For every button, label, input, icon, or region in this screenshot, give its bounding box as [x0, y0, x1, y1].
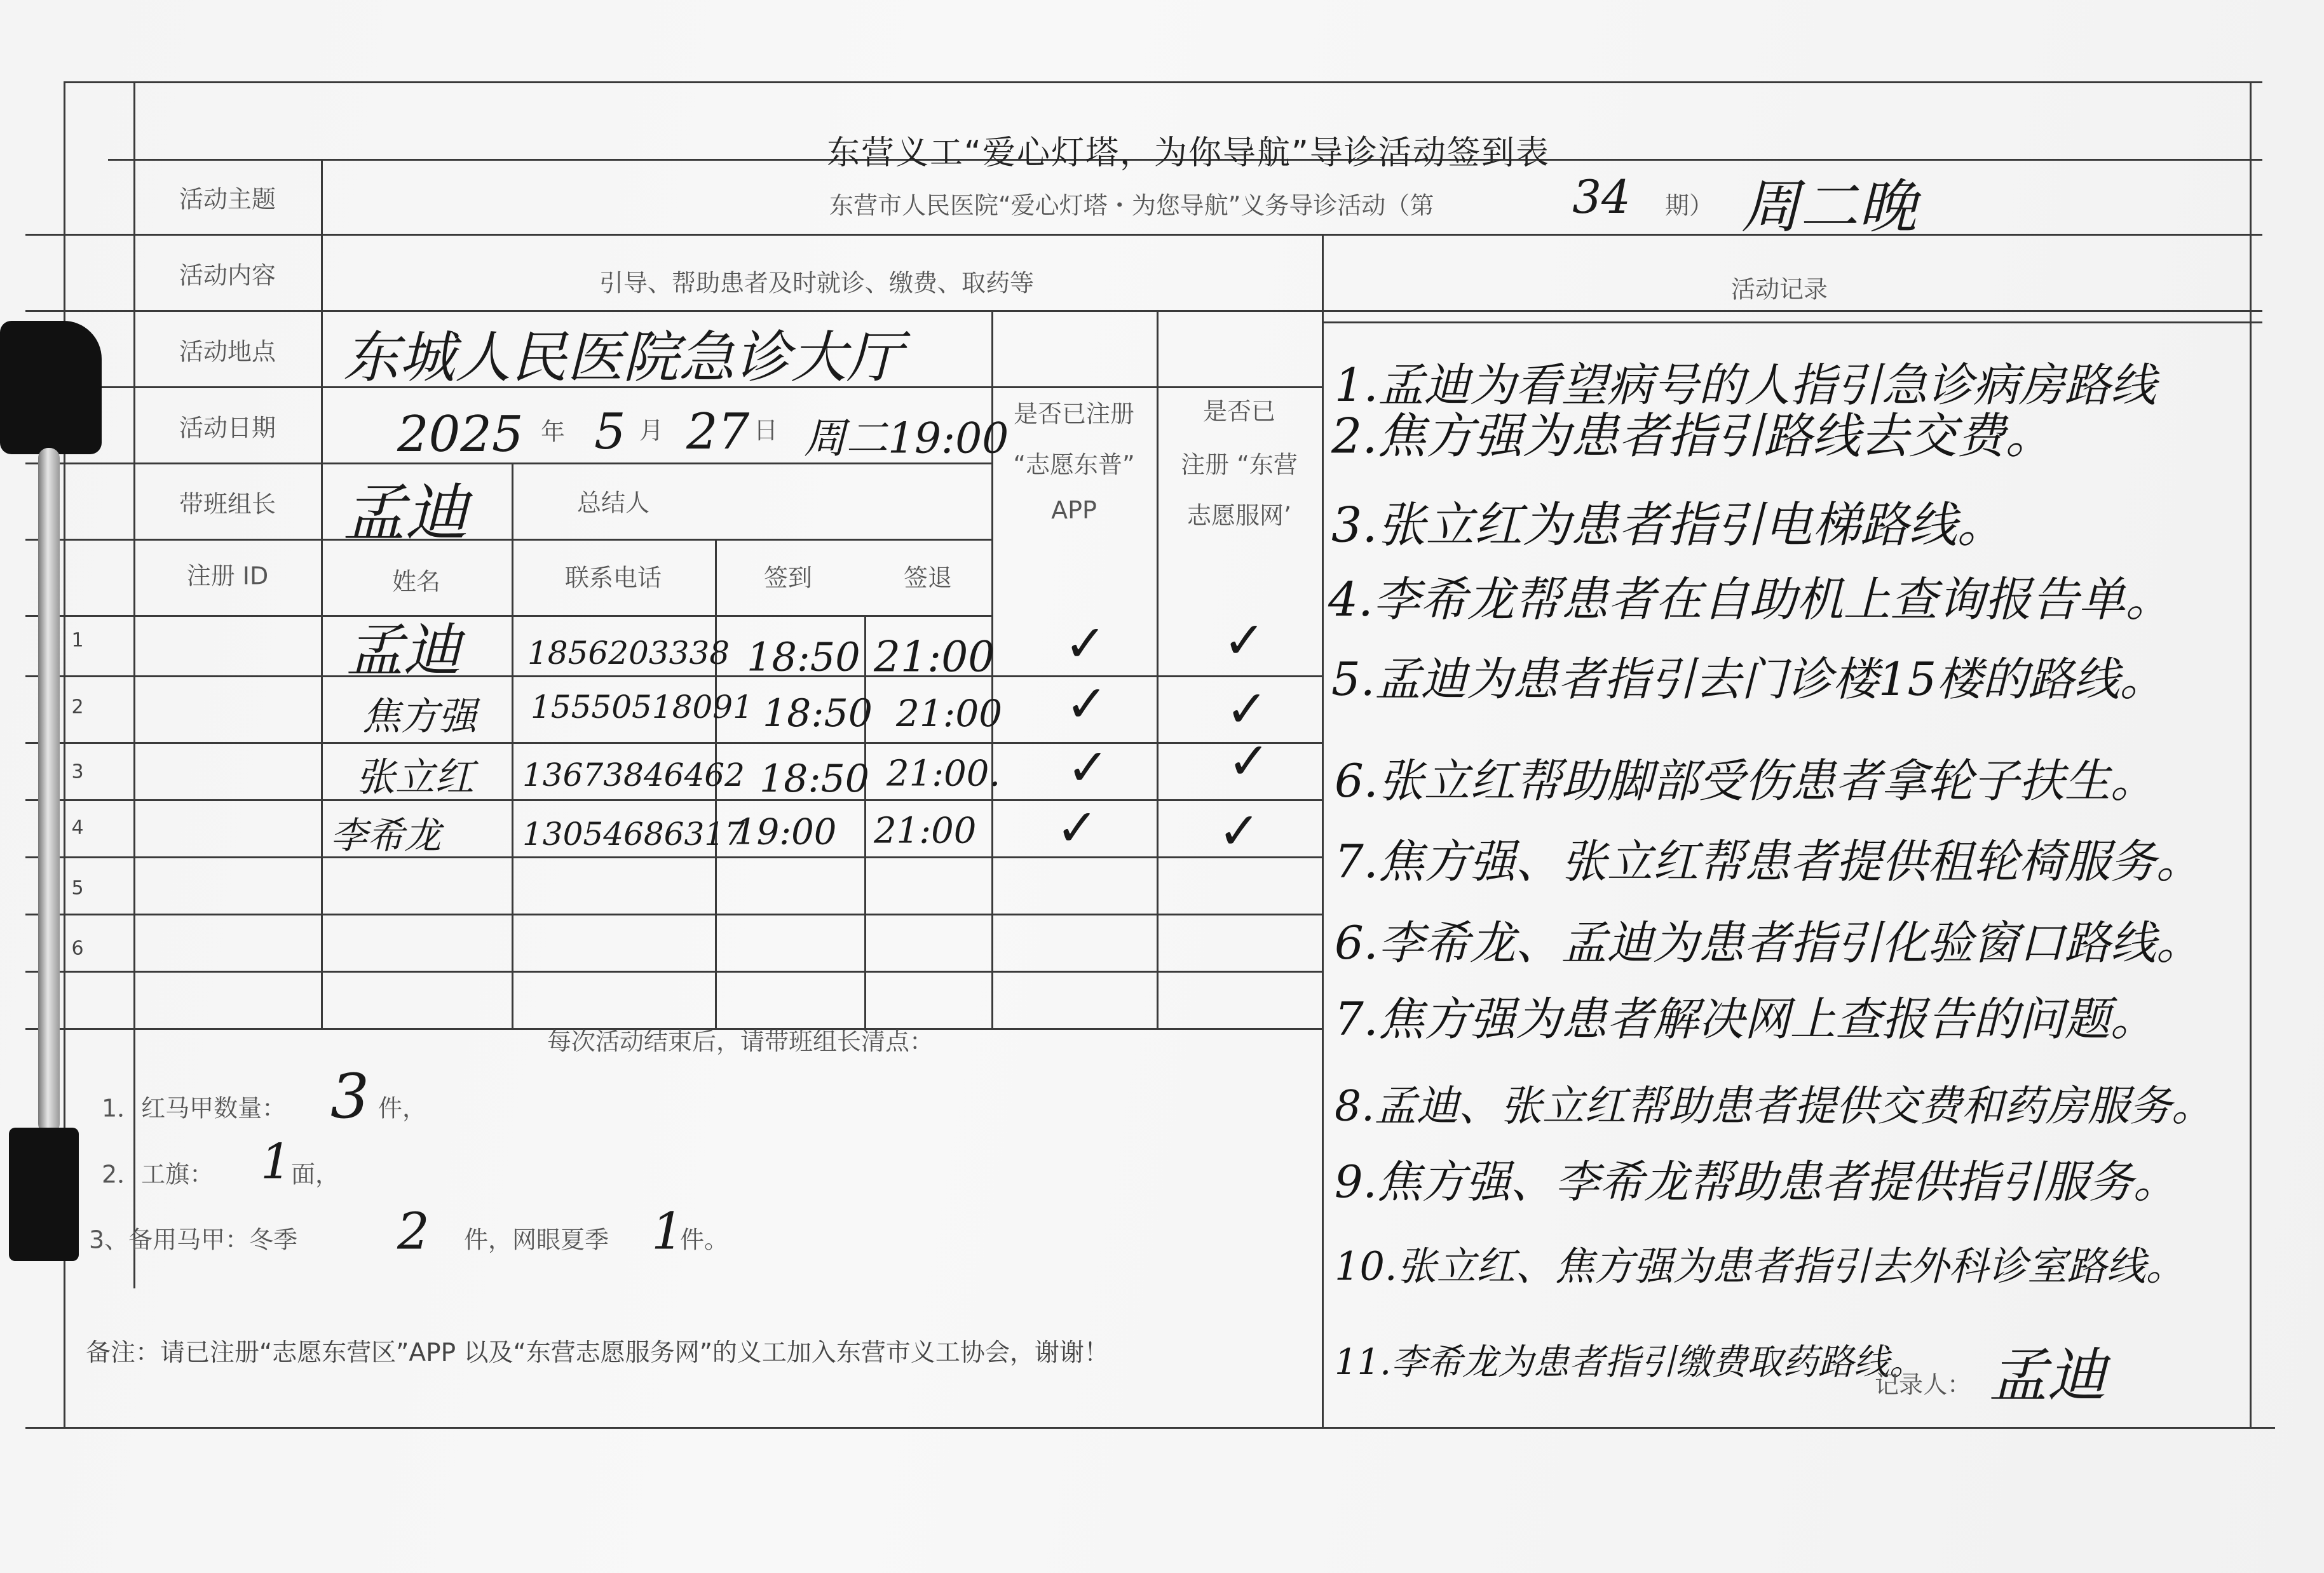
- theme-text-prefix: 东营市人民医院“爱心灯塔・为您导航”义务导诊活动（第: [829, 191, 1434, 220]
- leader-value: 孟迪: [343, 477, 468, 550]
- row-line-2: [25, 310, 2262, 312]
- sign-in-form: [25, 81, 2269, 1428]
- col-line-name: [512, 462, 513, 1028]
- web-check-mark: ✓: [1225, 679, 1268, 739]
- form-title: 东营义工“爱心灯塔，为你导航”导诊活动签到表: [827, 134, 1550, 172]
- frame-top: [64, 81, 2262, 83]
- volunteer-phone: 13673846462: [522, 757, 745, 793]
- header-name: 姓名: [391, 567, 441, 596]
- date-year: 2025: [397, 406, 524, 463]
- col-line-app: [1157, 310, 1159, 1028]
- checklist-item-1-label: 1．红马甲数量：: [102, 1094, 287, 1123]
- note-text: 备注：请已注册“志愿东营区”APP 以及“东营志愿服务网”的义工加入东营市义工协会，谢谢！: [86, 1339, 1109, 1367]
- header-sign-out: 签退: [903, 564, 953, 592]
- record-entry: 8.孟迪、张立红帮助患者提供交费和药房服务。: [1335, 1081, 2213, 1131]
- clip-handle-bottom: [9, 1128, 79, 1261]
- checklist-item-1-unit: 件，: [378, 1094, 427, 1123]
- volunteer-name: 李希龙: [330, 814, 442, 857]
- volunteer-name: 焦方强: [362, 694, 477, 739]
- volunteer-sign-in: 19:00: [734, 811, 837, 853]
- row-line-10: [25, 856, 1322, 858]
- row-line-5: [25, 539, 991, 541]
- row-number: 6: [71, 937, 84, 960]
- record-entry: 11.李希龙为患者指引缴费取药路线。: [1335, 1342, 1926, 1383]
- date-year-label: 年: [540, 417, 566, 446]
- checklist-item-3-mid: 件，网眼夏季: [464, 1225, 609, 1254]
- checklist-item-2-label: 2．工旗：: [102, 1160, 214, 1189]
- checklist-item-2-unit: 面，: [291, 1160, 340, 1189]
- content-text: 引导、帮助患者及时就诊、缴费、取药等: [599, 269, 1035, 297]
- app-check-mark: ✓: [1056, 798, 1099, 858]
- record-header: 活动记录: [1730, 275, 1828, 304]
- recorder-label: 记录人：: [1875, 1370, 1972, 1399]
- header-phone: 联系电话: [564, 564, 662, 592]
- app-check-mark: ✓: [1066, 738, 1110, 797]
- col-line-label: [321, 159, 323, 1029]
- row-number: 2: [71, 696, 84, 719]
- row-number: 1: [71, 629, 84, 652]
- volunteer-sign-in: 18:50: [747, 633, 860, 680]
- app-check-mark: ✓: [1065, 674, 1108, 734]
- app-question-3: APP: [1051, 496, 1097, 524]
- checklist-item-3-unit: 件。: [680, 1225, 729, 1254]
- recorder-value: 孟迪: [1989, 1342, 2107, 1410]
- row-number: 4: [71, 816, 84, 839]
- date-extra: 周二19:00: [804, 414, 1009, 463]
- theme-extra-handwritten: 周二晚: [1741, 173, 1917, 241]
- record-entry: 6.李希龙、孟迪为患者指引化验窗口路线。: [1335, 916, 2202, 969]
- clip-wire: [38, 448, 60, 1134]
- row-number: 3: [71, 760, 84, 783]
- app-question-2: “志愿东普”: [1013, 450, 1135, 479]
- clip-handle-top: [0, 321, 102, 454]
- volunteer-sign-out: 21:00: [896, 692, 1003, 735]
- checklist-item-3-summer: 1: [651, 1201, 684, 1261]
- row-line-1: [25, 234, 2262, 236]
- checklist-item-3-label: 3、备用马甲：冬季: [89, 1225, 298, 1254]
- checklist-title: 每次活动结束后，请带班组长清点：: [547, 1027, 934, 1056]
- date-month: 5: [594, 403, 626, 461]
- binder-clip: [0, 321, 102, 1261]
- col-line-record: [1322, 234, 1324, 1428]
- label-reg-id: 注册 ID: [186, 562, 269, 590]
- label-summarizer: 总结人: [576, 489, 650, 517]
- frame-right: [2250, 81, 2252, 1428]
- date-month-label: 月: [639, 416, 664, 445]
- record-entry: 1.孟迪为看望病号的人指引急诊病房路线: [1335, 358, 2156, 412]
- date-day-label: 日: [753, 416, 778, 445]
- volunteer-sign-out: 21:00: [874, 810, 977, 852]
- volunteer-phone: 1856203338: [527, 635, 730, 672]
- row-line-7: [25, 675, 1322, 677]
- volunteer-sign-in: 18:50: [763, 691, 873, 736]
- record-entry: 5.孟迪为患者指引去门诊楼15楼的路线。: [1331, 652, 2166, 706]
- record-entry: 6.张立红帮助脚部受伤患者拿轮子扶生。: [1335, 754, 2156, 807]
- theme-issue-number: 34: [1572, 170, 1631, 224]
- record-entry: 7.焦方强为患者解决网上查报告的问题。: [1335, 992, 2156, 1046]
- web-check-mark: ✓: [1223, 611, 1266, 670]
- web-check-mark: ✓: [1218, 801, 1261, 861]
- frame-bottom: [25, 1427, 2275, 1429]
- volunteer-name: 张立红: [356, 753, 475, 800]
- date-day: 27: [686, 403, 750, 461]
- web-question-1: 是否已: [1202, 397, 1276, 426]
- label-content: 活动内容: [179, 261, 276, 290]
- volunteer-phone: 13054686317: [522, 816, 745, 853]
- row-line-8: [25, 742, 1322, 744]
- record-entry: 4.李希龙帮患者在自助机上查询报告单。: [1328, 572, 2173, 627]
- record-entry: 2.焦方强为患者指引路线去交费。: [1331, 407, 2054, 464]
- record-entry: 7.焦方强、张立红帮患者提供租轮椅服务。: [1335, 835, 2202, 888]
- checklist-item-3-winter: 2: [397, 1201, 430, 1261]
- app-check-mark: ✓: [1064, 614, 1107, 673]
- row-line-9: [25, 799, 1322, 801]
- row-line-11: [25, 914, 1322, 915]
- record-entry: 3.张立红为患者指引电梯路线。: [1331, 496, 2006, 553]
- col-line-signin: [864, 615, 866, 1028]
- web-check-mark: ✓: [1227, 731, 1270, 791]
- row-line-12: [25, 971, 1322, 973]
- web-question-2: 注册 “东营: [1181, 450, 1298, 479]
- label-theme: 活动主题: [179, 185, 276, 213]
- record-entry: 9.焦方强、李希龙帮助患者提供指引服务。: [1335, 1156, 2178, 1208]
- volunteer-sign-out: 21:00: [874, 632, 995, 682]
- web-question-3: 志愿服网’: [1186, 501, 1292, 530]
- app-question-1: 是否已注册: [1013, 400, 1135, 428]
- checklist-item-1-value: 3: [330, 1061, 370, 1132]
- volunteer-sign-out: 21:00.: [887, 753, 1001, 795]
- volunteer-sign-in: 18:50: [759, 757, 869, 801]
- row-line-6: [25, 615, 991, 617]
- record-header-line: [1322, 321, 2262, 323]
- label-date: 活动日期: [179, 414, 276, 442]
- label-location: 活动地点: [179, 337, 276, 366]
- location-value: 东城人民医院急诊大厅: [343, 325, 903, 390]
- checklist-item-2-value: 1: [261, 1133, 292, 1190]
- volunteer-name: 孟迪: [346, 618, 461, 684]
- theme-text-suffix: 期）: [1665, 191, 1714, 220]
- volunteer-phone: 15550518091: [531, 689, 753, 726]
- row-number: 5: [71, 877, 84, 900]
- header-sign-in: 签到: [763, 564, 813, 592]
- record-entry: 10.张立红、焦方强为患者指引去外科诊室路线。: [1335, 1243, 2185, 1290]
- label-leader: 带班组长: [179, 490, 276, 518]
